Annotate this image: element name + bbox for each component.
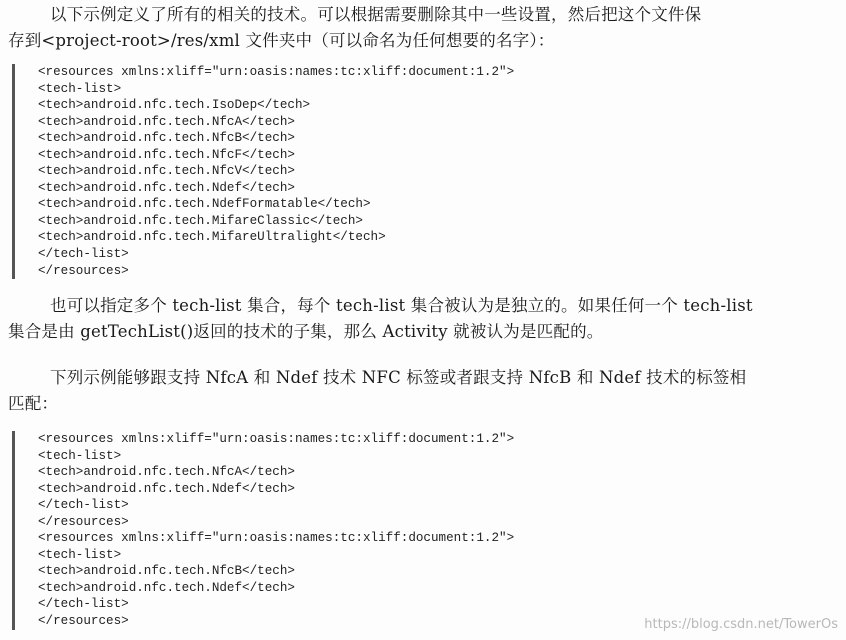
code-line: </resources> (38, 614, 129, 629)
code-line: <tech-list> (38, 81, 122, 96)
code-line: </resources> (38, 263, 129, 278)
paragraph-line: 匹配： (8, 394, 59, 413)
watermark: https://blog.csdn.net/TowerOs (644, 617, 838, 632)
code-line: <resources xmlns:xliff="urn:oasis:names:tc:xliff:document:1.2"> (38, 432, 515, 446)
code-line: <tech>android.nfc.tech.NfcF</tech> (38, 147, 295, 162)
code-line: </resources> (38, 514, 129, 529)
code-line: </tech-list> (38, 597, 129, 612)
code-block-all-techs (12, 64, 514, 279)
code-line: <tech>android.nfc.tech.NfcV</tech> (38, 164, 295, 179)
code-line: <tech>android.nfc.tech.NfcB</tech> (38, 131, 295, 146)
paragraph-line: 下列示例能够跟支持 NfcA 和 Ndef 技术 NFC 标签或者跟支持 NfcB 和 Ndef 技术的标签相 (50, 368, 747, 387)
paragraph-tech-list-sets (8, 293, 828, 345)
code-line: <tech>android.nfc.tech.Ndef</tech> (38, 481, 295, 496)
paragraph-example-intro (8, 365, 828, 417)
code-line: <tech-list> (38, 448, 122, 463)
code-line: <resources xmlns:xliff="urn:oasis:names:tc:xliff:document:1.2"> (38, 531, 515, 546)
code-line: <tech>android.nfc.tech.NfcB</tech> (38, 564, 295, 579)
paragraph-line: 以下示例定义了所有的相关的技术。可以根据需要删除其中一些设置，然后把这个文件保 (50, 5, 702, 24)
code-line: <tech>android.nfc.tech.Ndef</tech> (38, 580, 295, 595)
code-line: <resources xmlns:xliff="urn:oasis:names:tc:xliff:document:1.2"> (38, 65, 515, 79)
code-block-example (12, 431, 514, 630)
code-line: <tech>android.nfc.tech.NfcA</tech> (38, 465, 295, 480)
code-line: <tech>android.nfc.tech.NfcA</tech> (38, 114, 295, 129)
code-line: <tech-list> (38, 547, 122, 562)
code-line: <tech>android.nfc.tech.MifareUltralight</tech> (38, 230, 386, 245)
code-line: <tech>android.nfc.tech.Ndef</tech> (38, 180, 295, 195)
code-line: </tech-list> (38, 247, 129, 262)
code-line: <tech>android.nfc.tech.MifareClassic</tech> (38, 213, 363, 228)
code-line: </tech-list> (38, 498, 129, 513)
code-line: <tech>android.nfc.tech.IsoDep</tech> (38, 98, 311, 113)
paragraph-line: 也可以指定多个 tech-list 集合，每个 tech-list 集合被认为是独立的。如果任何一个 tech-list (50, 296, 753, 315)
paragraph-line: 存到<project-root>/res/xml 文件夹中（可以命名为任何想要的名字）： (8, 31, 555, 50)
paragraph-line: 集合是由 getTechList()返回的技术的子集，那么 Activity 就被认为是匹配的。 (8, 322, 604, 341)
paragraph-intro (8, 2, 828, 54)
code-line: <tech>android.nfc.tech.NdefFormatable</tech> (38, 197, 371, 212)
